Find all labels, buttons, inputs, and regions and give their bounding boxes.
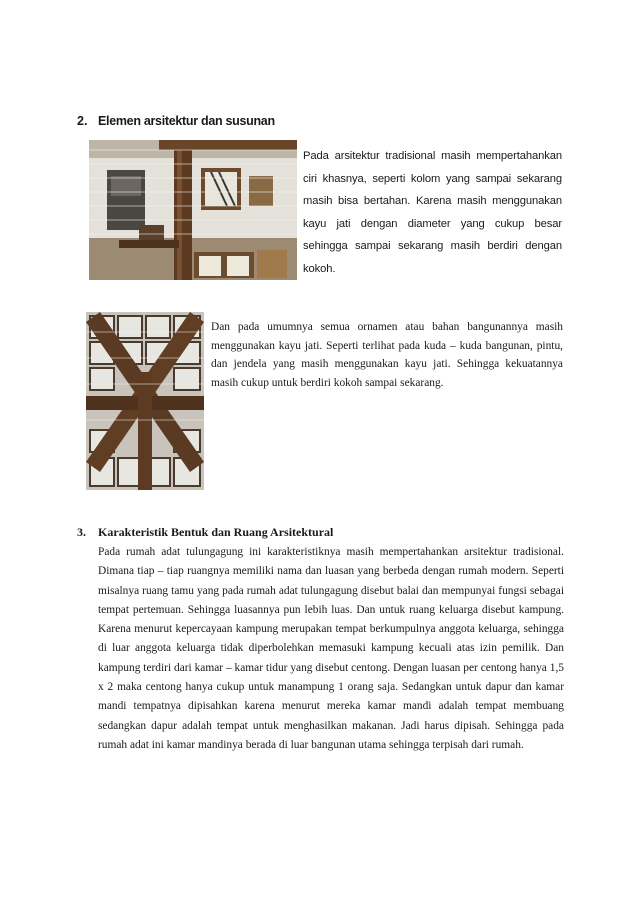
roof-truss-photo <box>86 312 204 490</box>
section-2-paragraph-2: Dan pada umumnya semua ornamen atau bahan bangunannya masih menggunakan kayu jati. Seperti terlihat pada kuda – kuda bangunan, pintu, dan jendela yang masih menggunakan kayu jati. Sehingga kekuatannya masih cukup untuk berdiri kokoh sampai sekarang. <box>211 321 563 390</box>
section-2-paragraph-1: Pada arsitektur tradisional masih mempertahankan ciri khasnya, seperti kolom yang sampai sekarang masih bisa bertahan. Karena masih menggunakan kayu jati dengan diameter yang cukup besar sehingga sampai sekarang masih berdiri dengan kokoh. <box>303 150 562 275</box>
section-2-number: 2. <box>77 114 88 128</box>
interior-column-photo <box>89 140 297 280</box>
section-2-title: Elemen arsitektur dan susunan <box>98 114 275 128</box>
section-3-number: 3. <box>77 525 86 539</box>
section-3-paragraph: Pada rumah adat tulungagung ini karakteristiknya masih mempertahankan arsitektur tradisional. Dimana tiap – tiap ruangnya memiliki nama dan luasan yang berbeda dengan rumah modern. Seperti misalnya ruang tamu yang pada rumah adat tulungagung disebut balai dan mempunyai fungsi sebagai tempat pertemuan. Sehingga luasannya pun lebih luas. Dan untuk ruang keluarga disebut kampung. Karena menurut kepercayaan kampung merupakan tempat berkumpulnya anggota keluarga, sehingga di luar anggota keluarga tidak diperbolehkan memasuki kampung kecuali atas izin pemilik. Dan kampung terdiri dari kamar – kamar tidur yang disebut centong. Dengan luasan per centong hanya 1,5 x 2 maka centong hanya cukup untuk manampung 1 orang saja. Sedangkan untuk dapur dan kamar mandi tempatnya dipisahkan karena menurut mereka kamar mandi adalah tempat membuang sedangkan dapur adalah tempat untuk menghasilkan makanan. Jadi harus dipisah. Sehingga pada rumah adat ini kamar mandinya berada di luar bangunan utama sehingga terpisah dari rumah. <box>98 546 564 751</box>
section-3-title: Karakteristik Bentuk dan Ruang Arsitektural <box>98 525 334 539</box>
